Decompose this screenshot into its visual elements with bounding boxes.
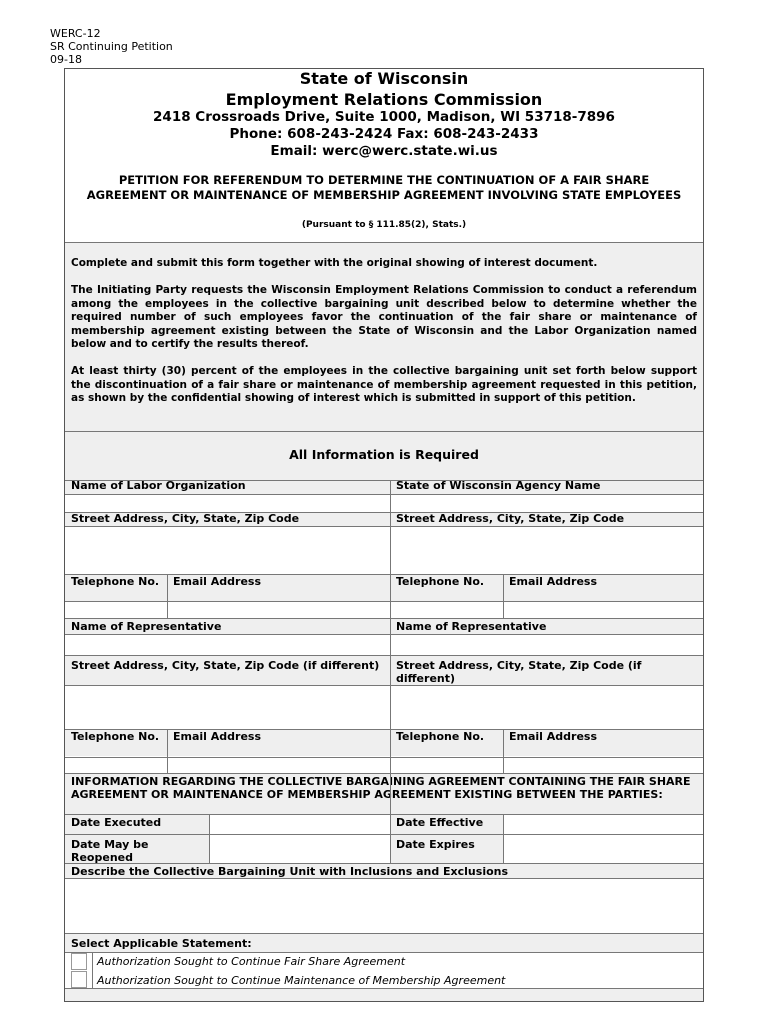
agency-name-field[interactable]	[390, 495, 703, 512]
labor-org-email-label: Email Address	[173, 575, 262, 588]
date-effective-field[interactable]	[503, 815, 703, 834]
date-reopened-label: Date May be Reopened	[71, 838, 149, 864]
labor-org-rep-label: Name of Representative	[71, 620, 222, 633]
agency-address: 2418 Crossroads Drive, Suite 1000, Madison, WI 53718-7896	[153, 109, 615, 125]
labor-org-address-field[interactable]	[65, 527, 390, 574]
agency-name-label: State of Wisconsin Agency Name	[396, 479, 601, 492]
form-header	[65, 69, 703, 242]
date-reopened-field[interactable]	[209, 835, 390, 863]
labor-org-rep-telephone-label: Telephone No.	[71, 730, 160, 743]
date-expires-field[interactable]	[503, 835, 703, 863]
membership-option-label: Authorization Sought to Continue Maintenance of Membership Agreement	[97, 974, 506, 987]
agency-rep-field[interactable]	[390, 635, 703, 655]
describe-unit-label: Describe the Collective Bargaining Unit with Inclusions and Exclusions	[71, 865, 509, 878]
state-title: State of Wisconsin	[299, 69, 469, 88]
form-date: 09-18	[50, 53, 82, 66]
agency-email: Email: werc@werc.state.wi.us	[270, 143, 498, 159]
labor-org-name-field[interactable]	[65, 495, 390, 512]
petition-form	[64, 68, 704, 1002]
instruction-paragraph-3: At least thirty (30) percent of the employees in the collective bargaining unit set forth below support the discontinuation of a fair share or maintenance of membership agreement requested in this petition, as shown by the confidential showing of interest which is submitted in support of this petition.	[71, 365, 697, 404]
labor-org-rep-email-label: Email Address	[173, 730, 262, 743]
select-statement-label: Select Applicable Statement:	[71, 937, 252, 950]
labor-org-rep-address-label: Street Address, City, State, Zip Code (if different)	[71, 659, 380, 672]
fair-share-option-label: Authorization Sought to Continue Fair Share Agreement	[97, 955, 406, 968]
form-name: SR Continuing Petition	[50, 40, 173, 53]
statute-reference: (Pursuant to § 111.85(2), Stats.)	[301, 220, 467, 230]
agency-rep-telephone-label: Telephone No.	[396, 730, 485, 743]
instruction-paragraph-2: The Initiating Party requests the Wisconsin Employment Relations Commission to conduct a referendum among the employees in the collective bargaining unit described below to determine whether the required number of such employees favor the continuation of the fair share or maintenance of membership agreement existing between the State of Wisconsin and the Labor Organization named below and to certify the results thereof.	[71, 284, 697, 350]
all-info-required-heading: All Information is Required	[65, 432, 703, 481]
agency-phone-fax: Phone: 608-243-2424 Fax: 608-243-2433	[229, 126, 539, 142]
form-id: WERC-12	[50, 27, 101, 40]
agency-rep-address-field[interactable]	[390, 686, 703, 729]
agency-telephone-label: Telephone No.	[396, 575, 485, 588]
membership-checkbox[interactable]	[71, 971, 87, 988]
agency-email-label: Email Address	[509, 575, 598, 588]
labor-org-rep-field[interactable]	[65, 635, 390, 655]
agency-rep-label: Name of Representative	[396, 620, 547, 633]
agency-rep-telephone-field[interactable]	[390, 758, 503, 773]
labor-org-name-label: Name of Labor Organization	[71, 479, 246, 492]
instruction-paragraph-1: Complete and submit this form together with the original showing of interest document.	[71, 257, 598, 269]
date-effective-label: Date Effective	[396, 816, 484, 829]
agency-rep-email-label: Email Address	[509, 730, 598, 743]
labor-org-email-field[interactable]	[167, 602, 390, 618]
labor-org-telephone-label: Telephone No.	[71, 575, 160, 588]
petition-title: PETITION FOR REFERENDUM TO DETERMINE THE CONTINUATION OF A FAIR SHARE AGREEMENT OR MAINTENANCE OF MEMBERSHIP AGREEMENT INVOLVING STATE EMPLOYEES	[86, 173, 682, 202]
labor-org-address-label: Street Address, City, State, Zip Code	[71, 512, 300, 525]
cba-info-heading: INFORMATION REGARDING THE COLLECTIVE BARGAINING AGREEMENT CONTAINING THE FAIR SHARE AGREEMENT OR MAINTENANCE OF MEMBERSHIP AGREEMENT EXISTING BETWEEN THE PARTIES:	[71, 775, 691, 801]
labor-org-telephone-field[interactable]	[65, 602, 167, 618]
agency-email-field[interactable]	[503, 602, 703, 618]
agency-title: Employment Relations Commission	[225, 90, 543, 109]
date-executed-field[interactable]	[209, 815, 390, 834]
agency-rep-address-label: Street Address, City, State, Zip Code (if different)	[396, 659, 642, 685]
agency-address-label: Street Address, City, State, Zip Code	[396, 512, 625, 525]
agency-telephone-field[interactable]	[390, 602, 503, 618]
instructions-section	[65, 242, 703, 432]
agency-address-field[interactable]	[390, 527, 703, 574]
labor-org-rep-email-field[interactable]	[167, 758, 390, 773]
describe-unit-field[interactable]	[65, 879, 703, 933]
labor-org-rep-telephone-field[interactable]	[65, 758, 167, 773]
fair-share-checkbox[interactable]	[71, 953, 87, 970]
labor-org-rep-address-field[interactable]	[65, 686, 390, 729]
agency-rep-email-field[interactable]	[503, 758, 703, 773]
date-expires-label: Date Expires	[396, 838, 475, 851]
date-executed-label: Date Executed	[71, 816, 162, 829]
form-identifier	[50, 27, 173, 66]
